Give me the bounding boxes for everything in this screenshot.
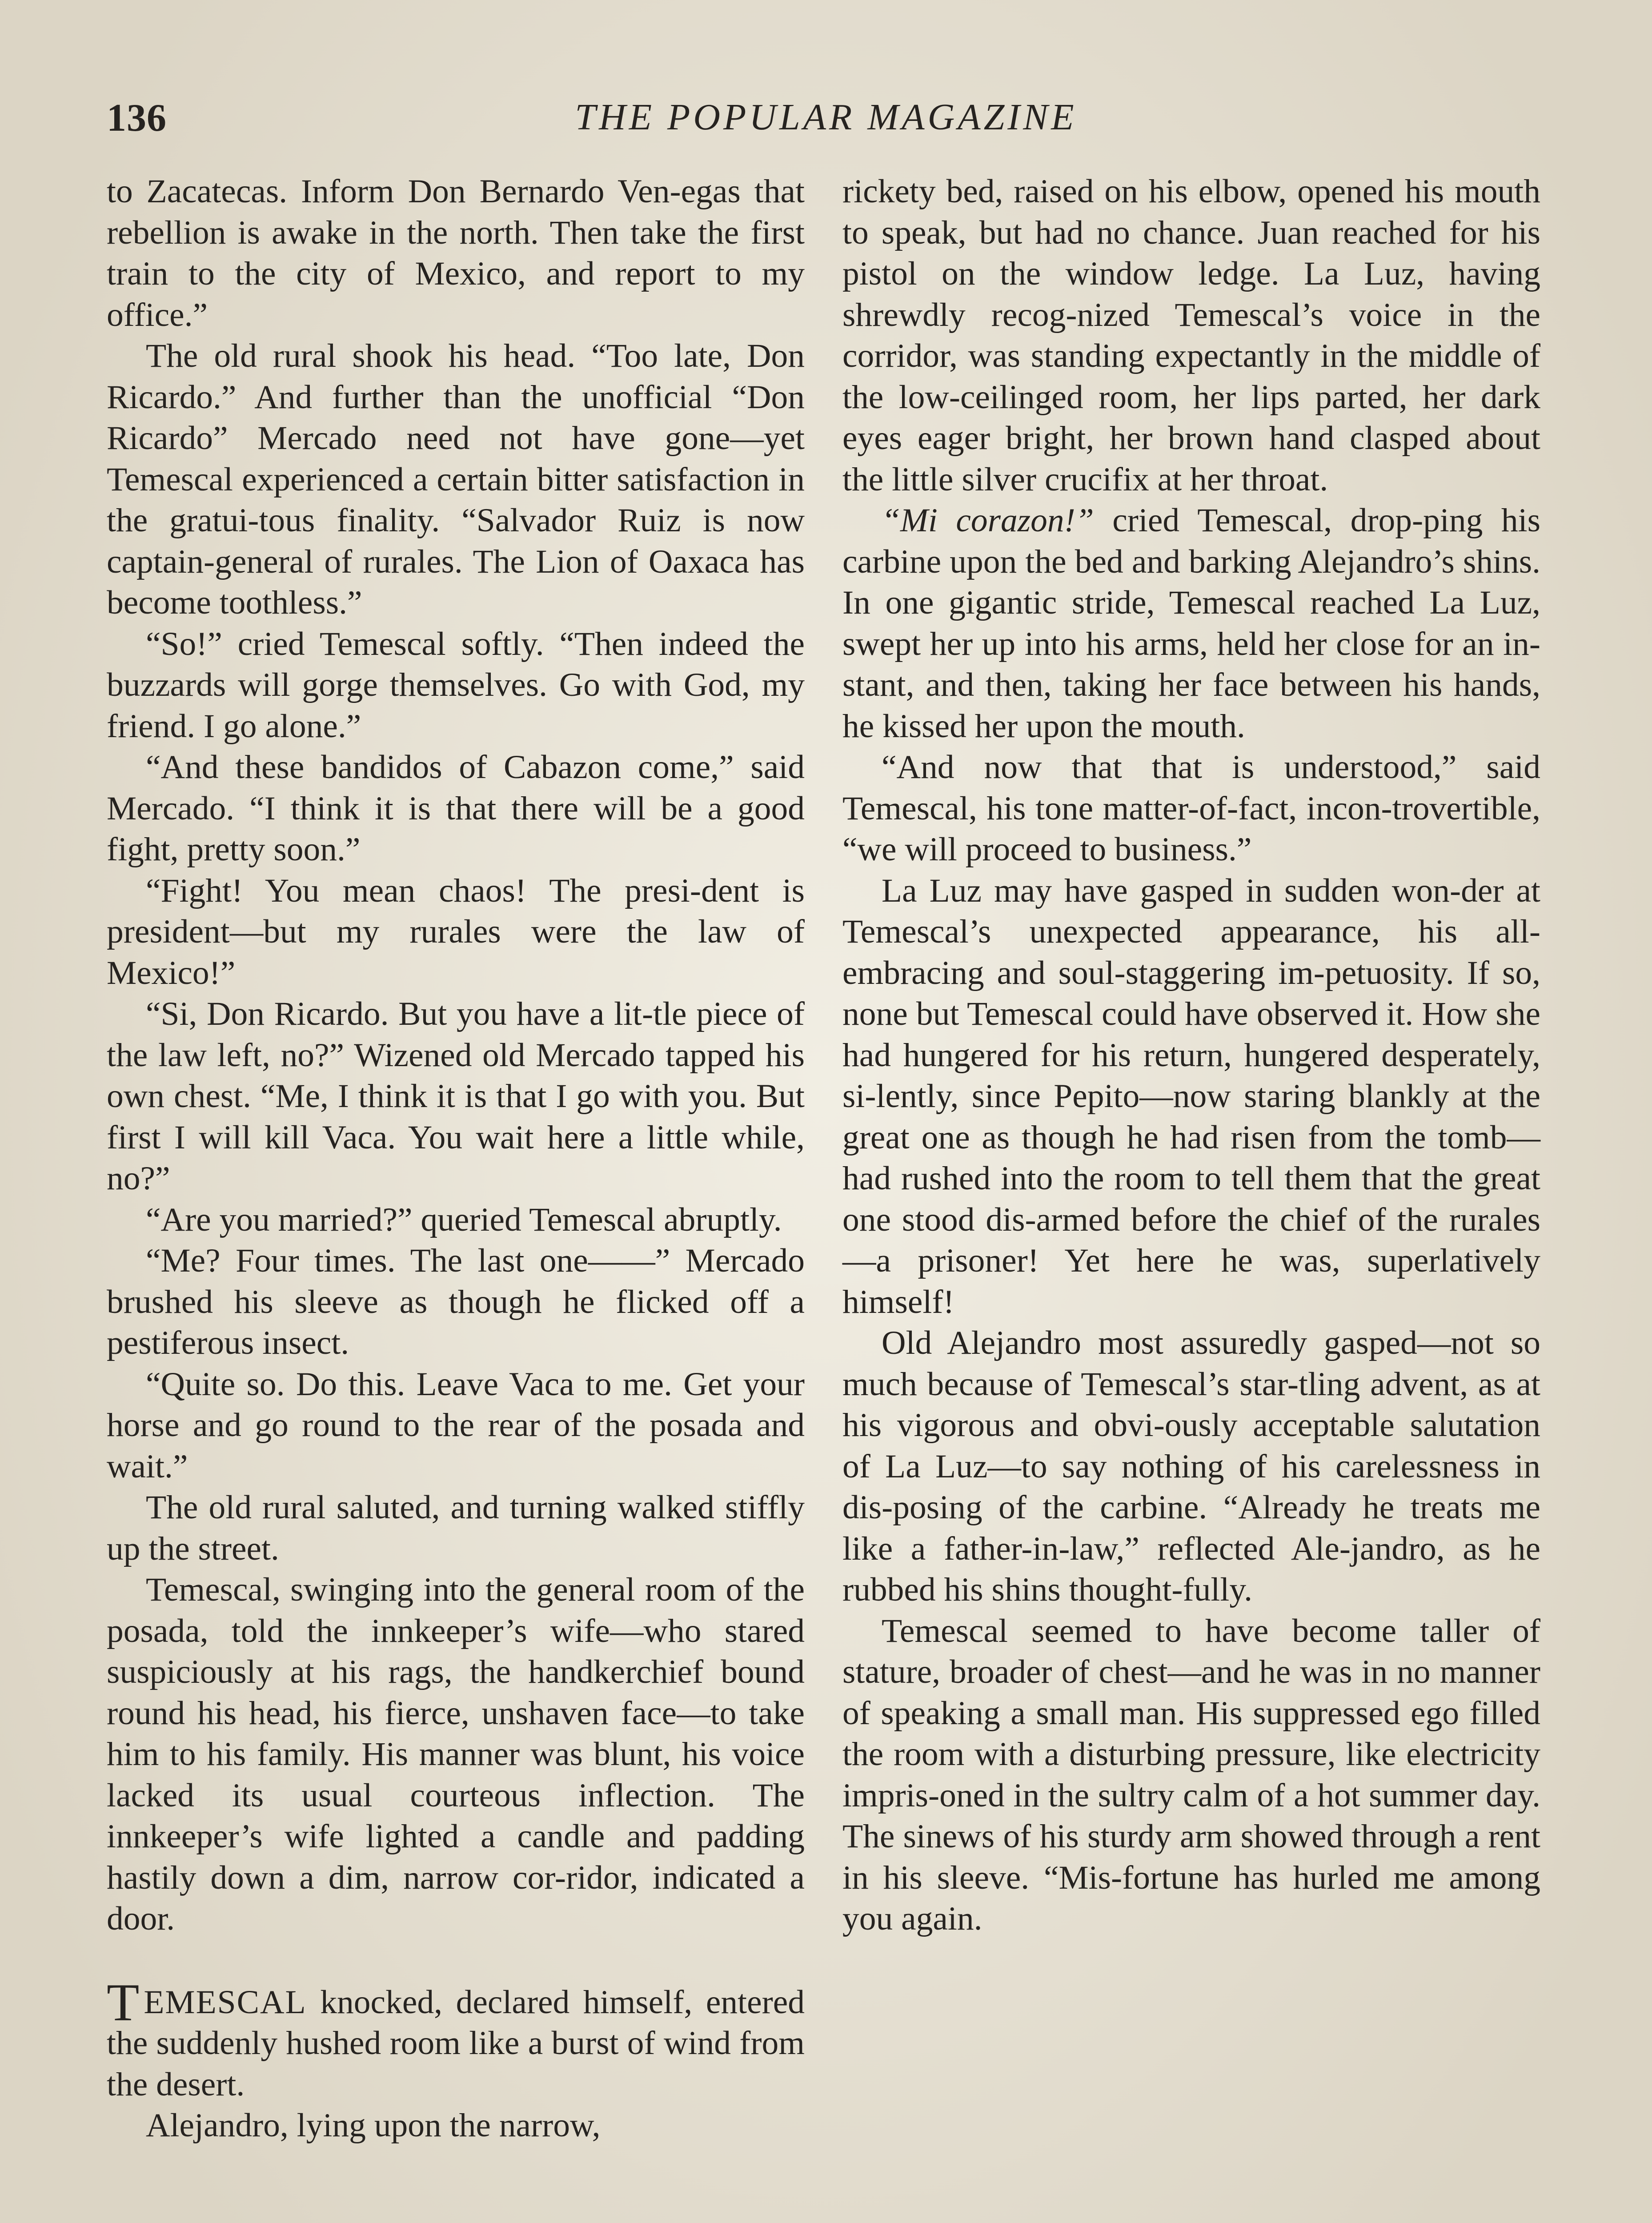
paragraph: “And these bandidos of Cabazon come,” said Mercado. “I think it is that there will be a good fight, pretty soon.” [107,749,805,868]
paragraph: Old Alejandro most assuredly gasped—not so much because of Temescal’s star-tling advent, as at his vigorous and obvi-ously acceptable salutation of La Luz—to say nothing of his carelessness in dis-posing of the carbine. “Already he treats me like a father-in-law,” reflected Ale-jandro, as he rubbed his shins thought-fully. [842,1324,1540,1608]
paragraph: “And now that that is understood,” said Temescal, his tone matter-of-fact, incon-trovertible, “we will proceed to business.” [842,749,1540,868]
paragraph: La Luz may have gasped in sudden won-der at Temescal’s unexpected appearance, his all-embracing and soul-staggering im-petuosity. If so, none but Temescal could have observed it. How she had hungered for his return, hungered desperately, si-lently, since Pepito—now staring blankly at the great one as though he had risen from the tomb—had rushed into the room to tell them that the great one stood dis-armed before the chief of the rurales—a prisoner! Yet here he was, superlatively himself! [842,872,1540,1320]
left-column [107,171,805,2147]
paragraph: The old rural saluted, and turning walked stiffly up the street. [107,1489,805,1567]
initial-letter: T [107,1972,140,2032]
paragraph: “Quite so. Do this. Leave Vaca to me. Get your horse and go round to the rear of the posada and wait.” [107,1365,805,1485]
page-number: 136 [107,96,167,140]
paragraph: “Fight! You mean chaos! The presi-dent is president—but my rurales were the law of Mexico!” [107,872,805,991]
section-opening-paragraph [107,1972,805,2106]
paragraph: rickety bed, raised on his elbow, opened his mouth to speak, but had no chance. Juan reached for his pistol on the window ledge. La Luz, having shrewdly recog-nized Temescal’s voice in the corridor, was standing expectantly in the middle of the low-ceilinged room, her lips parted, her dark eyes eager bright, her brown hand clasped about the little silver crucifix at her throat. [842,173,1540,498]
paragraph [842,500,1540,747]
opening-word: EMESCAL [144,1983,307,2021]
paragraph: “Are you married?” queried Temescal abruptly. [146,1201,782,1238]
paragraph: The old rural shook his head. “Too late, Don Ricardo.” And further than the unofficial “Don Ricardo” Mercado need not have gone—yet Temescal experienced a certain bitter satisfaction in the gratui-tous finality. “Salvador Ruiz is now captain-general of rurales. The Lion of Oaxaca has become toothless.” [107,337,805,621]
exclamation: “Mi corazon!” [882,502,1094,539]
paragraph: to Zacatecas. Inform Don Bernardo Ven-egas that rebellion is awake in the north. Then take the first train to the city of Mexico, and report to my office.” [107,173,805,333]
paragraph: Temescal seemed to have become taller of stature, broader of chest—and he was in no manner of speaking a small man. His suppressed ego filled the room with a disturbing pressure, like electricity impris-oned in the sultry calm of a hot summer day. The sinews of his sturdy arm showed through a rent in his sleeve. “Mis-fortune has hurled me among you again. [842,1612,1540,1937]
paragraph-text: cried Temescal, drop-ping his carbine upon the bed and barking Alejandro’s shins. In one gigantic stride, Temescal reached La Luz, swept her up into his arms, held her close for an in-stant, and then, taking her face between his hands, he kissed her upon the mouth. [842,502,1540,745]
section-break [107,1940,805,1982]
opening-text: knocked, declared himself, entered the suddenly hushed room like a burst of wind from the desert. [107,1983,805,2103]
running-title: THE POPULAR MAGAZINE [575,96,1077,138]
paragraph: Alejandro, lying upon the narrow, [146,2107,601,2144]
paragraph: “Si, Don Ricardo. But you have a lit-tle piece of the law left, no?” Wizened old Mercado tapped his own chest. “Me, I think it is that I go with you. But first I will kill Vaca. You wait here a little while, no?” [107,995,805,1197]
paragraph: “Me? Four times. The last one——” Mercado brushed his sleeve as though he flicked off a pestiferous insect. [107,1242,805,1361]
paragraph: “So!” cried Temescal softly. “Then indeed the buzzards will gorge themselves. Go with God, my friend. I go alone.” [107,625,805,745]
paragraph: Temescal, swinging into the general room of the posada, told the innkeeper’s wife—who stared suspiciously at his rags, the handkerchief bound round his head, his fierce, unshaven face—to take him to his family. His manner was blunt, his voice lacked its usual courteous inflection. The innkeeper’s wife lighted a candle and padding hastily down a dim, narrow cor-ridor, indicated a door. [107,1571,805,1937]
page-header [107,96,1545,149]
right-column [842,171,1540,1940]
